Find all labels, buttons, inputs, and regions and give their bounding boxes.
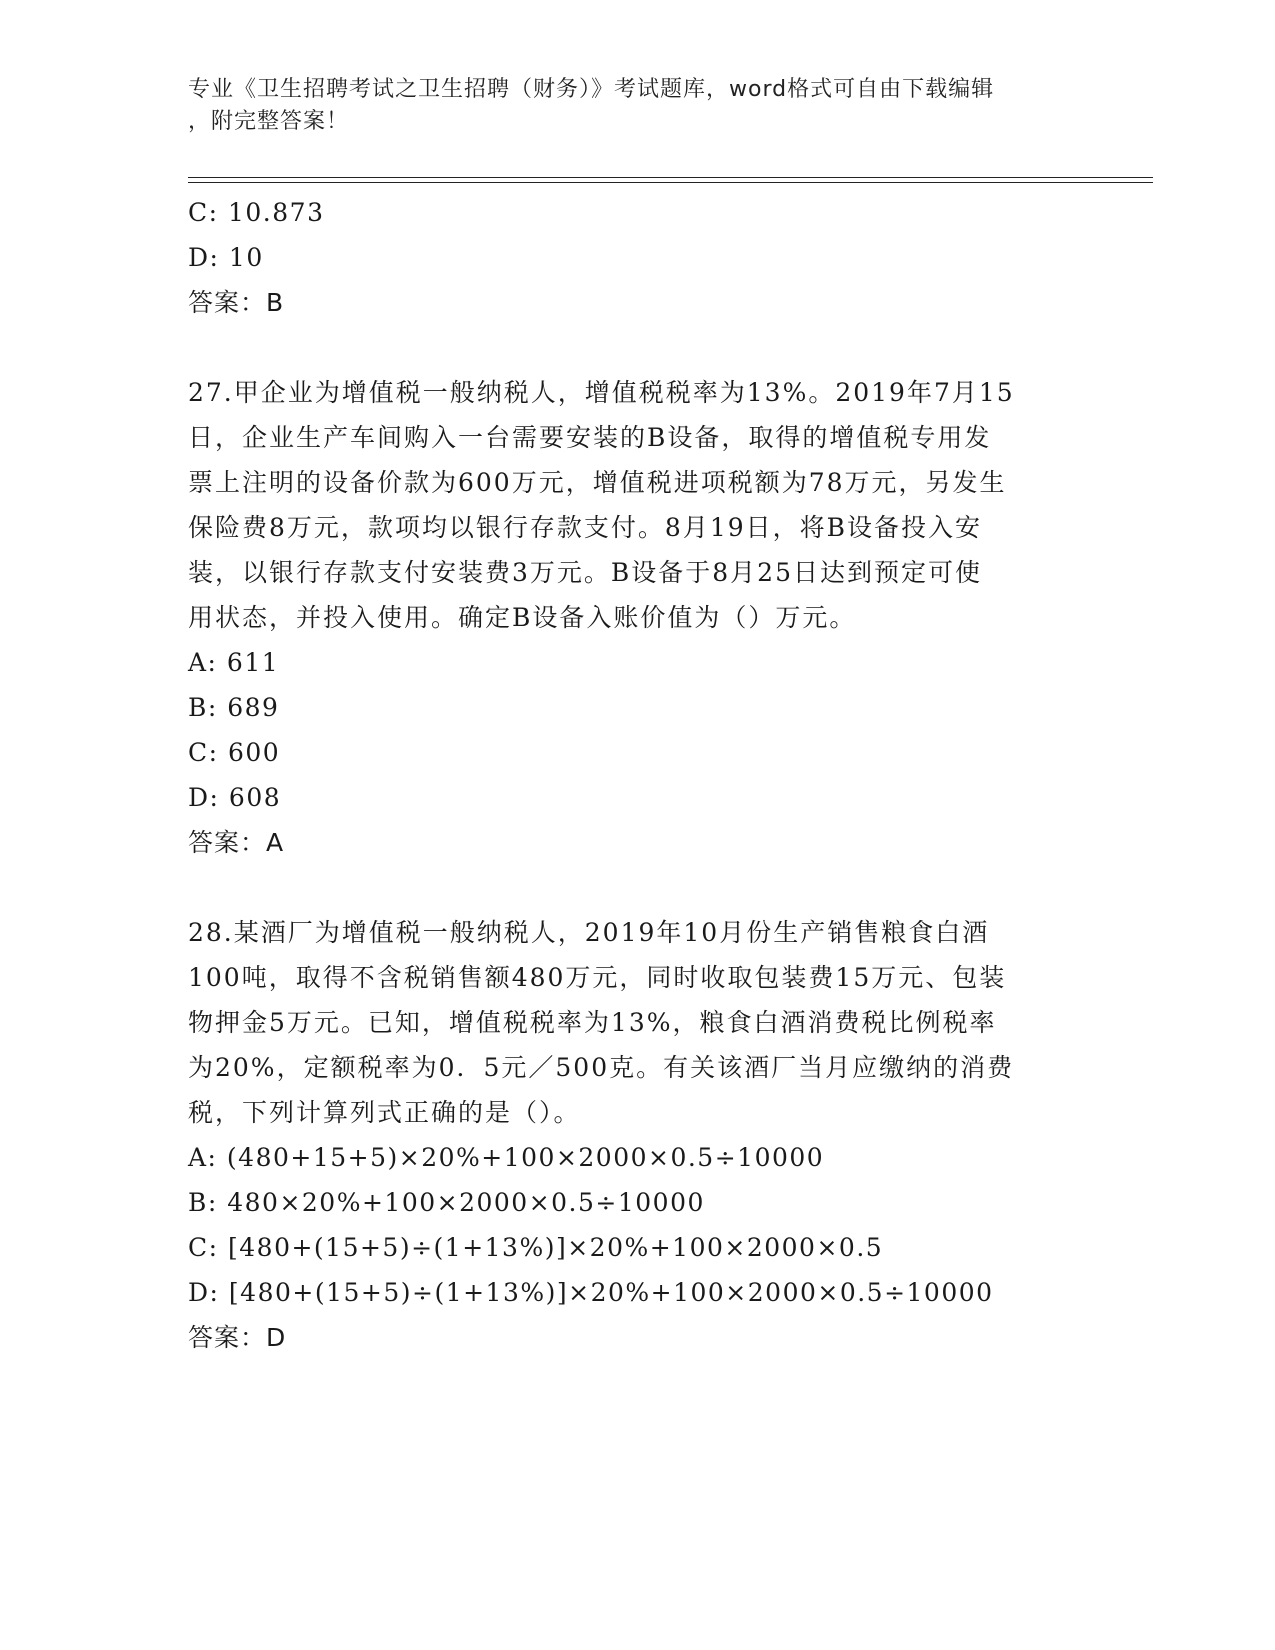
- header-rule-bottom: [188, 182, 1153, 183]
- option-c: C: [480+(15+5)÷(1+13%)]×20%+100×2000×0.5: [188, 1233, 884, 1262]
- document-header: [188, 74, 1088, 138]
- document-body: [188, 190, 1088, 1360]
- answer-line: 答案：D: [188, 1323, 287, 1352]
- question-text-line: 27.甲企业为增值税一般纳税人，增值税税率为13%。2019年7月15: [188, 378, 1015, 407]
- previous-question-tail: [188, 190, 1088, 325]
- question-text-line: 为20%，定额税率为0．5元／500克。有关该酒厂当月应缴纳的消费: [188, 1053, 1015, 1082]
- option-b: B: 689: [188, 693, 280, 722]
- answer-line: 答案：B: [188, 288, 285, 317]
- question-text-line: 票上注明的设备价款为600万元，增值税进项税额为78万元，另发生: [188, 468, 1007, 497]
- option-c: C: 10.873: [188, 198, 325, 227]
- header-line-2: ，附完整答案！: [188, 109, 350, 134]
- spacer: [188, 325, 1088, 370]
- question-27: [188, 370, 1088, 865]
- question-text-line: 用状态，并投入使用。确定B设备入账价值为（）万元。: [188, 603, 857, 632]
- question-text-line: 保险费8万元，款项均以银行存款支付。8月19日，将B设备投入安: [188, 513, 982, 542]
- question-27-text: [188, 370, 1088, 640]
- spacer: [188, 865, 1088, 910]
- option-b: B: 480×20%+100×2000×0.5÷10000: [188, 1188, 705, 1217]
- question-text-line: 28.某酒厂为增值税一般纳税人，2019年10月份生产销售粮食白酒: [188, 918, 990, 947]
- header-rule-top: [188, 177, 1153, 178]
- option-d: D: [480+(15+5)÷(1+13%)]×20%+100×2000×0.5÷10000: [188, 1278, 994, 1307]
- option-a: A: (480+15+5)×20%+100×2000×0.5÷10000: [188, 1143, 825, 1172]
- question-text-line: 装，以银行存款支付安装费3万元。B设备于8月25日达到预定可使: [188, 558, 982, 587]
- question-28: [188, 910, 1088, 1360]
- header-line-1: 专业《卫生招聘考试之卫生招聘（财务）》考试题库，word格式可自由下载编辑: [188, 77, 995, 102]
- question-text-line: 100吨，取得不含税销售额480万元，同时收取包装费15万元、包装: [188, 963, 1007, 992]
- answer-line: 答案：A: [188, 828, 285, 857]
- question-text-line: 税，下列计算列式正确的是（）。: [188, 1098, 581, 1127]
- question-text-line: 物押金5万元。已知，增值税税率为13%，粮食白酒消费税比例税率: [188, 1008, 997, 1037]
- question-text-line: 日，企业生产车间购入一台需要安装的B设备，取得的增值税专用发: [188, 423, 992, 452]
- option-a: A: 611: [188, 648, 280, 677]
- option-c: C: 600: [188, 738, 281, 767]
- option-d: D: 608: [188, 783, 282, 812]
- question-28-text: [188, 910, 1088, 1135]
- option-d: D: 10: [188, 243, 264, 272]
